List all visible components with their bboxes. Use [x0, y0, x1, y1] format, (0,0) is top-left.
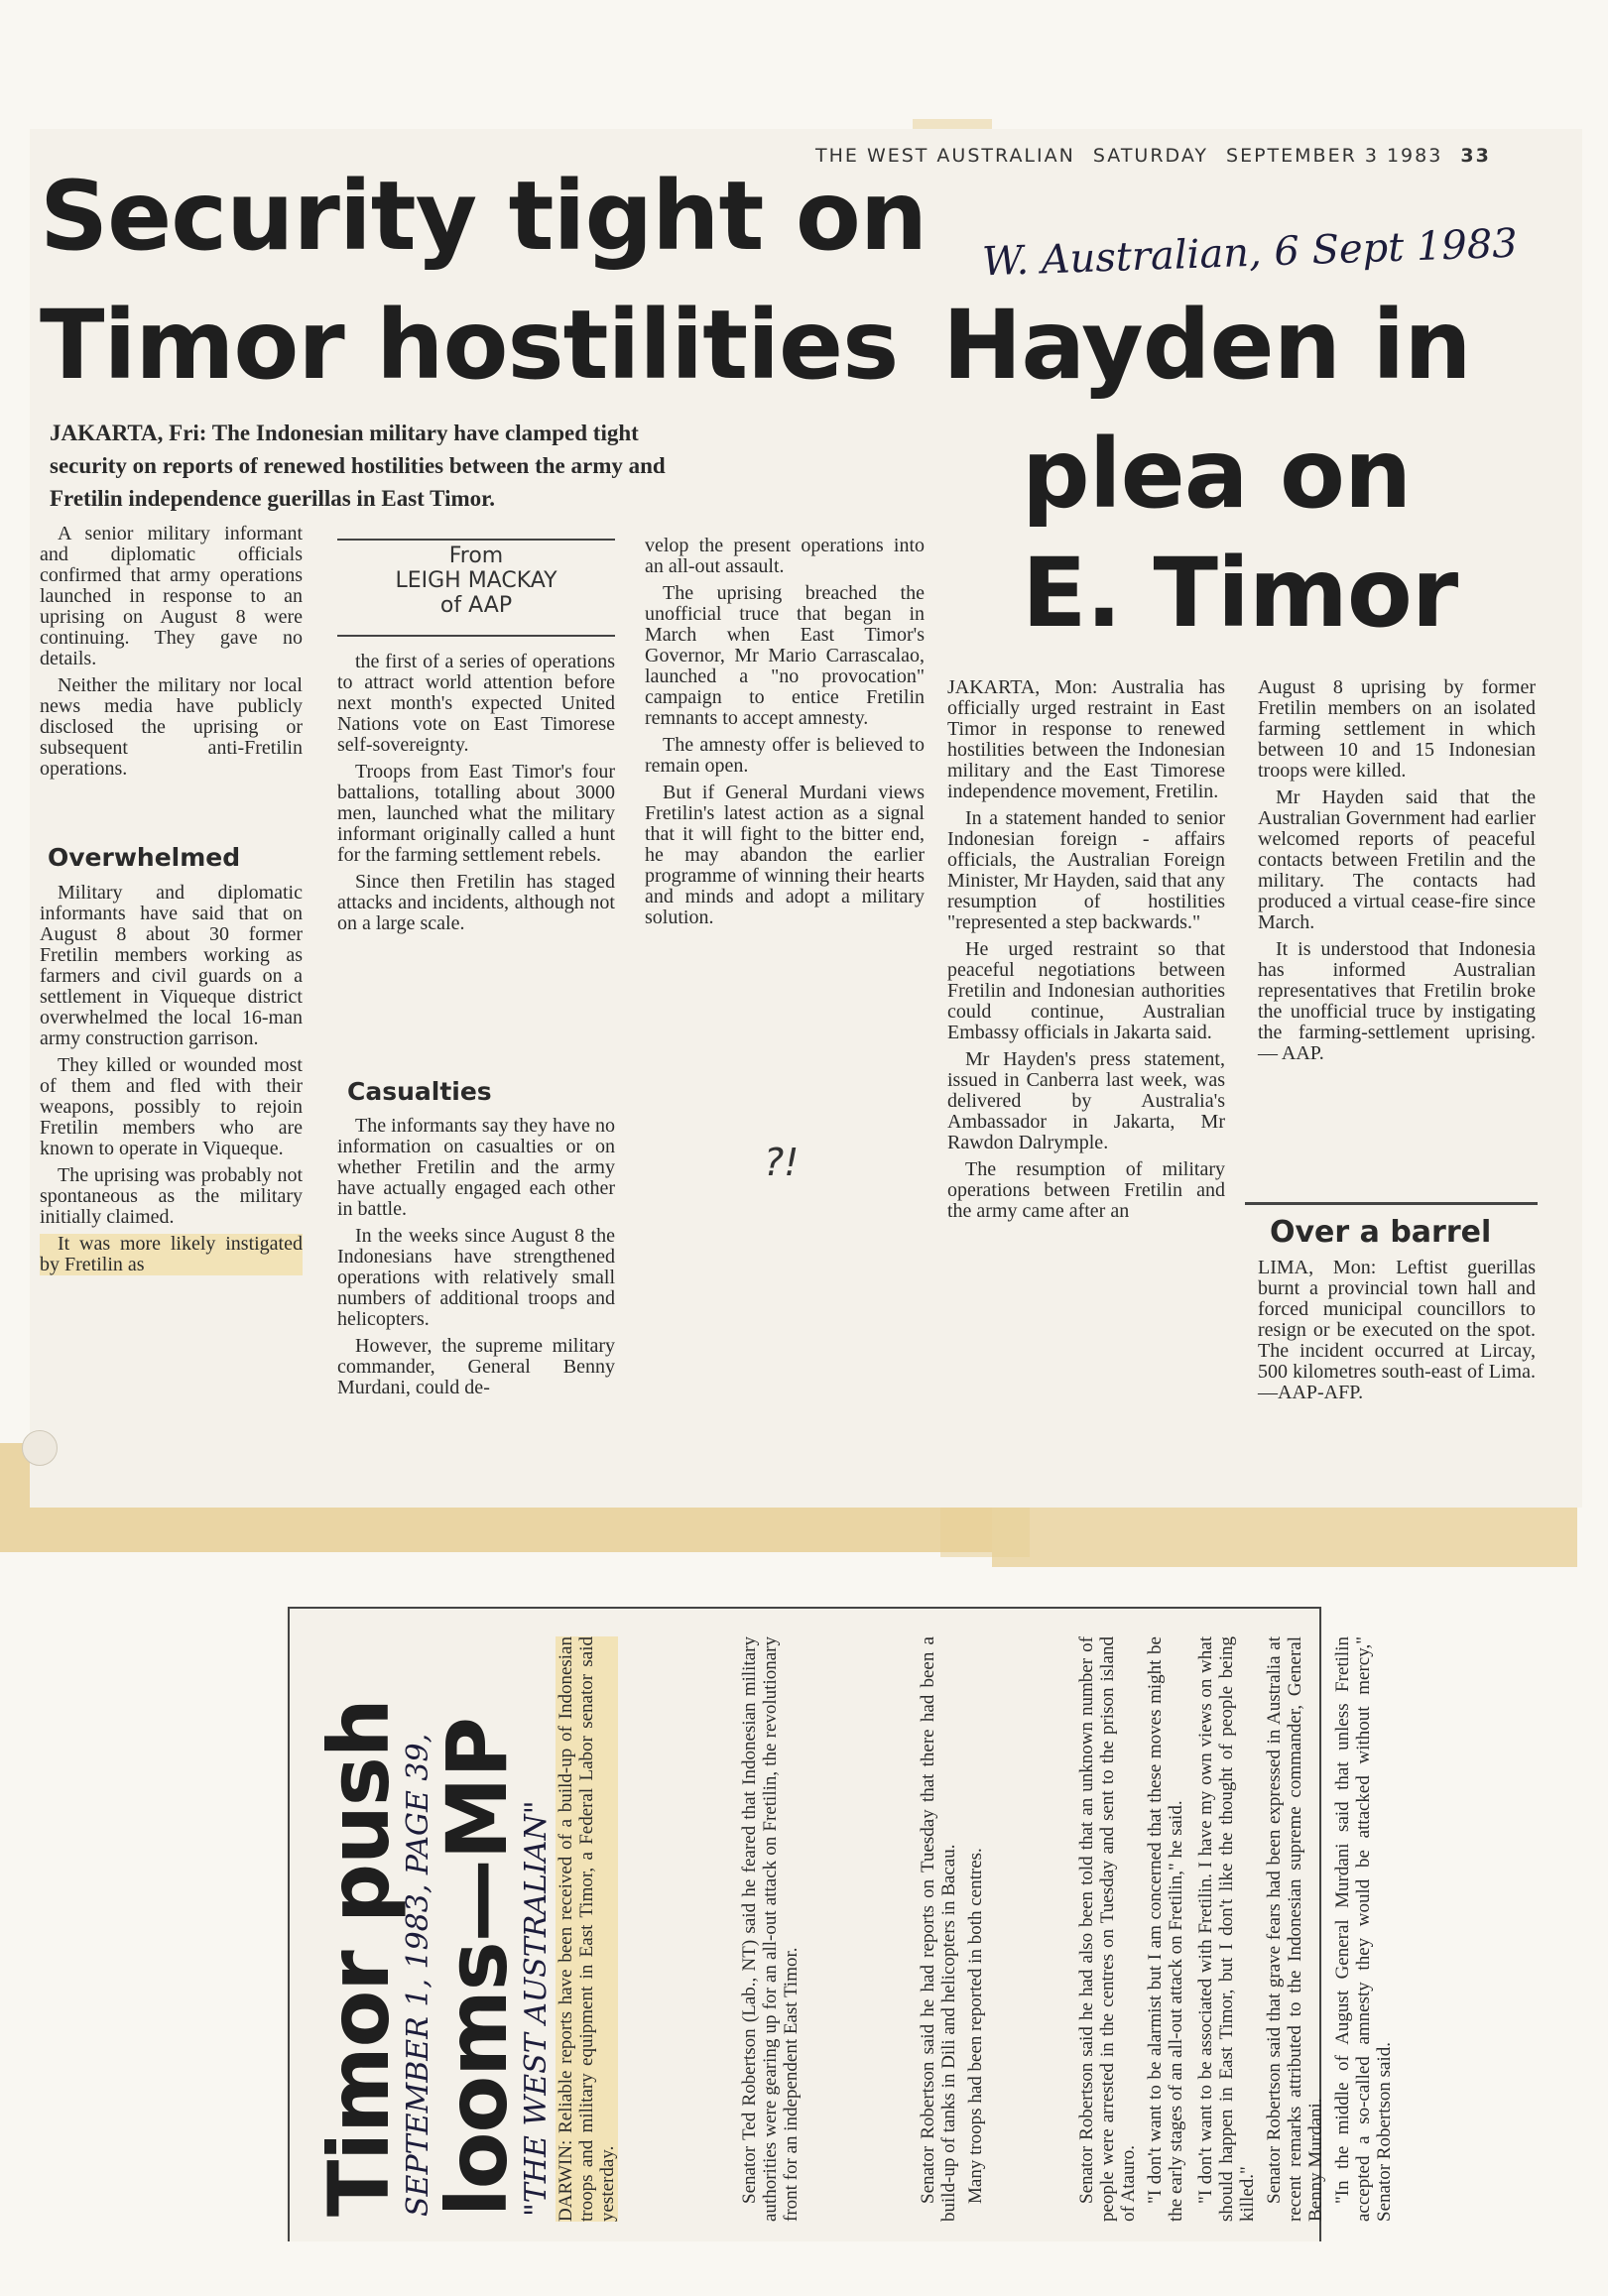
masthead-day: SATURDAY	[1092, 145, 1208, 167]
paragraph: Senator Robertson said that grave fears had been expressed in Australia at recent remarks attributed to the Indonesian supreme commander, General Benny Murdani.	[1264, 1636, 1326, 2222]
article1-column1b	[40, 883, 303, 1281]
article4-col4	[1076, 1636, 1192, 2222]
paragraph: The amnesty offer is believed to remain open.	[645, 734, 925, 777]
paragraph: Senator Robertson said he had also been told that an unknown number of people were arrested in the centres on Tuesday and sent to the prison island of Atauro.	[1076, 1636, 1139, 2222]
margin-annotation: ?!	[764, 1141, 800, 1184]
subhead-casualties: Casualties	[347, 1077, 492, 1106]
paragraph: The informants say they have no information on casualties or on whether Fretilin and the army have actually engaged each other in battle.	[337, 1115, 615, 1220]
byline-agency: of AAP	[439, 593, 513, 618]
article4-col2-text	[739, 1636, 802, 2222]
article4-border-top	[288, 1607, 1319, 1609]
paragraph: the first of a series of operations to attract world attention before next month's expected United Nations vote on East Timorese self-sovereignty.	[337, 651, 615, 756]
paragraph: They killed or wounded most of them and fled with their weapons, possibly to rejoin Fretilin members who are known to operate in Viqueque.	[40, 1054, 303, 1159]
paragraph: A senior military informant and diplomatic officials confirmed that army operations launched in response to an uprising on August 8 were continuing. They gave no details.	[40, 523, 303, 669]
article4-col1-text	[556, 1636, 618, 2222]
byline-name: LEIGH MACKAY	[395, 568, 557, 593]
paragraph: In the weeks since August 8 the Indonesians have strengthened operations with relatively small numbers of additional troops and helicopters.	[337, 1225, 615, 1330]
paragraph: Since then Fretilin has staged attacks and incidents, although not on a large scale.	[337, 871, 615, 934]
paragraph: The resumption of military operations between Fretilin and the army came after an	[947, 1158, 1225, 1222]
paragraph: Military and diplomatic informants have said that on August 8 about 30 former Fretilin members working as farmers and civil guards on a settlement in Viqueque district overwhelmed the local 16-man army construction garrison.	[40, 882, 303, 1049]
article1-column3	[645, 536, 925, 934]
paragraph: Mr Hayden's press statement, issued in Canberra last week, was delivered by Australia's Ambassador in Jakarta, Mr Rawdon Dalrymple.	[947, 1048, 1225, 1153]
article4-col3	[918, 1636, 992, 2222]
paragraph: But if General Murdani views Fretilin's latest action as a signal that it will fight to the bitter end, he may abandon the earlier programme of winning their hearts and minds and adopt a military solution.	[645, 782, 925, 928]
article2-headline-line1: Hayden in	[942, 290, 1471, 401]
article2-column2	[1258, 677, 1536, 1070]
byline-rule-top	[337, 539, 615, 541]
byline-rule-bottom	[337, 635, 615, 637]
byline-from: From	[448, 544, 504, 568]
paragraph: Senator Robertson said he had reports on Tuesday that there had been a build-up of tanks in Dili and helicopters in Bacau.	[918, 1636, 959, 2222]
paragraph: However, the supreme military commander, General Benny Murdani, could de-	[337, 1335, 615, 1398]
paragraph: Many troops had been reported in both centres.	[965, 1848, 986, 2204]
article4-handwritten-source: "THE WEST AUSTRALIAN"	[519, 1800, 554, 2217]
masthead-page: 33	[1460, 145, 1491, 167]
paragraph: In a statement handed to senior Indonesian foreign - affairs officials, the Australian Foreign Minister, Mr Hayden, said that any resumption of hostilities "represented a step backwards."	[947, 807, 1225, 933]
paragraph: August 8 uprising by former Fretilin members on an isolated farming settlement in which between 10 and 15 Indonesian troops were killed.	[1258, 676, 1536, 782]
punch-hole	[22, 1430, 58, 1466]
paragraph: It was more likely instigated by Fretilin as	[40, 1233, 303, 1275]
handwritten-source-note: W. Australian, 6 Sept 1983	[981, 220, 1519, 286]
article4-rotated-block	[310, 1622, 554, 2217]
article4-col1	[556, 1636, 624, 2222]
article1-headline-line2: Timor hostilities	[40, 290, 899, 401]
article3-body	[1258, 1258, 1536, 1409]
article4-col3-text	[918, 1636, 986, 2222]
article1-column1	[40, 524, 303, 785]
article3-rule	[1245, 1202, 1538, 1205]
article3-headline: Over a barrel	[1270, 1215, 1492, 1250]
paragraph: Neither the military nor local news media have publicly disclosed the uprising or subsequent anti-Fretilin operations.	[40, 674, 303, 780]
deck-line: JAKARTA, Fri: The Indonesian military have clamped tight	[50, 421, 639, 445]
article4-col5-text	[1195, 1636, 1395, 2222]
subhead-overwhelmed: Overwhelmed	[48, 843, 241, 872]
article4-col4-text	[1076, 1636, 1186, 2222]
article1-headline-line1: Security tight on	[40, 161, 928, 272]
article2-column1	[947, 677, 1225, 1228]
paragraph: He urged restraint so that peaceful negotiations between Fretilin and Indonesian authorities could continue, Australian Embassy officials in Jakarta said.	[947, 938, 1225, 1043]
paragraph: "I don't want to be alarmist but I am concerned that these moves might be the early stages of an all-out attack on Fretilin," he said.	[1145, 1636, 1186, 2222]
paragraph: JAKARTA, Mon: Australia has officially urged restraint in East Timor in response to renewed hostilities between the Indonesian military and the East Timorese independence movement, Fretilin.	[947, 676, 1225, 802]
paragraph: Troops from East Timor's four battalions, totalling about 3000 men, launched what the military informant originally called a hunt for the farming settlement rebels.	[337, 761, 615, 866]
paragraph: The uprising was probably not spontaneous as the military initially claimed.	[40, 1164, 303, 1228]
masthead-paper: THE WEST AUSTRALIAN	[815, 145, 1075, 167]
article1-column2b	[337, 1116, 615, 1404]
article4-handwritten-date: SEPTEMBER 1, 1983, PAGE 39,	[401, 1733, 435, 2217]
article2-headline-line3: E. Timor	[1022, 538, 1458, 649]
article4-border-left	[288, 1607, 290, 2241]
paragraph: The uprising breached the unofficial truce that began in March when East Timor's Governor, Mr Mario Carrascalao, launched a "no provocation" campaign to entice Fretilin remnants to accept amnesty.	[645, 582, 925, 729]
paragraph: LIMA, Mon: Leftist guerillas burnt a provincial town hall and forced municipal councillors to resign or be executed on the spot. The incident occurred at Lircay, 500 kilometres south-east of Lima.—AAP-AFP.	[1258, 1257, 1536, 1403]
article1-byline	[337, 544, 615, 618]
paragraph: Mr Hayden said that the Australian Government had earlier welcomed reports of peaceful contacts between Fretilin and the military. The contacts had produced a virtual cease-fire since March.	[1258, 786, 1536, 933]
masthead-date: SEPTEMBER 3 1983	[1226, 145, 1443, 167]
article4-col5	[1195, 1636, 1401, 2222]
article4-headline-line2: looms—MP	[429, 1718, 526, 2217]
paragraph: "I don't want to be associated with Fretilin. I have my own views on what should happen in East Timor, but I don't like the thought of people being killed."	[1195, 1636, 1258, 2222]
deck-line: security on reports of renewed hostilities between the army and	[50, 453, 666, 478]
paragraph: "In the middle of August General Murdani said that unless Fretilin accepted a so-called amnesty they would be attacked without mercy," Senator Robertson said.	[1332, 1636, 1395, 2222]
article1-deck	[50, 417, 942, 515]
paragraph: Senator Ted Robertson (Lab., NT) said he feared that Indonesian military authorities were gearing up for an all-out attack on Fretilin, the revolutionary front for an independent East Timor.	[739, 1636, 802, 2222]
article2-headline-line2: plea on	[1022, 419, 1412, 530]
article4-col2	[739, 1636, 807, 2222]
deck-line: Fretilin independence guerillas in East Timor.	[50, 486, 495, 511]
paragraph: velop the present operations into an all-out assault.	[645, 535, 925, 577]
article4-headline-line1: Timor push	[310, 1699, 408, 2217]
paragraph: It is understood that Indonesia has informed Australian representatives that Fretilin broke the unofficial truce by instigating the farming-settlement uprising. — AAP.	[1258, 938, 1536, 1064]
paragraph: DARWIN: Reliable reports have been received of a build-up of Indonesian troops and military equipment in East Timor, a Federal Labor senator said yesterday.	[556, 1636, 618, 2222]
article1-column2	[337, 652, 615, 940]
